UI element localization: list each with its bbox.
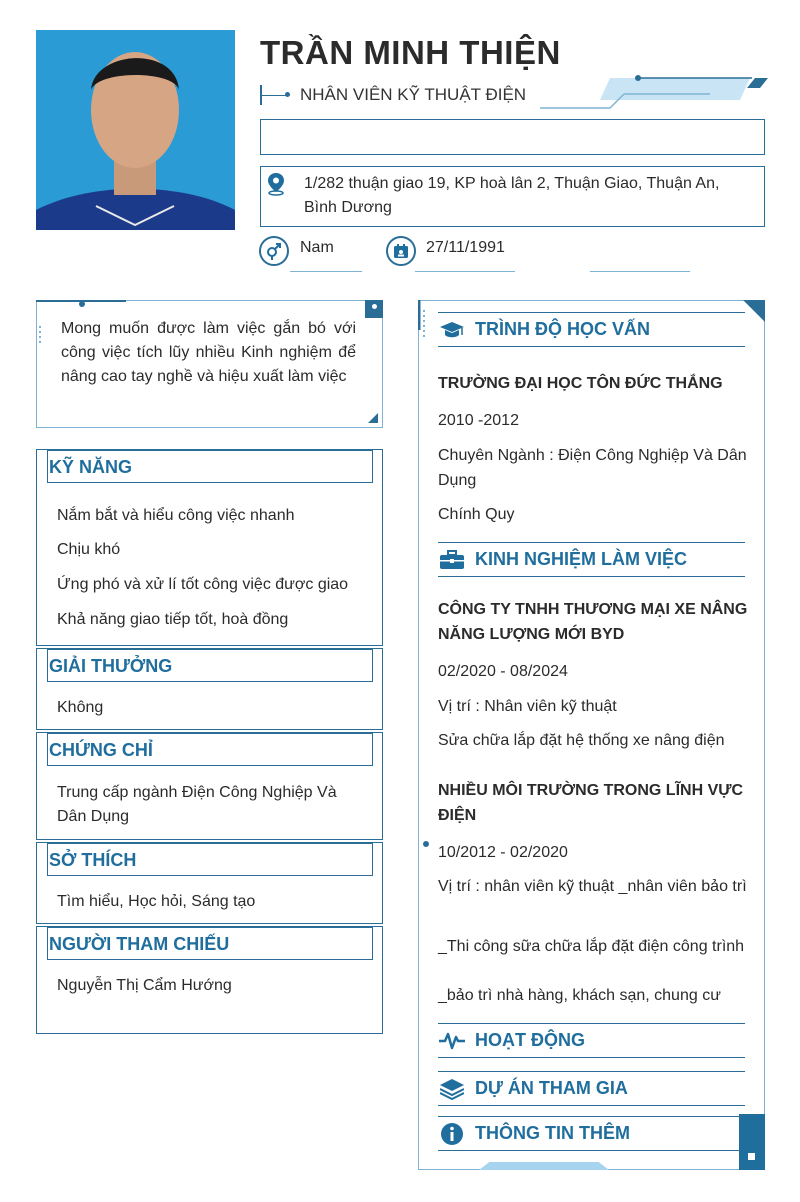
calendar-icon — [386, 236, 416, 266]
objective-text: Mong muốn được làm việc gắn bó với công việc tích lũy nhiều Kinh nghiệm để nâng cao tay nghề và hiệu xuất làm việc — [61, 320, 356, 385]
job-position: Vị trí : nhân viên kỹ thuật _nhân viên bảo trì — [438, 878, 747, 895]
education-heading: TRÌNH ĐỘ HỌC VẤN — [475, 319, 650, 339]
awards-heading: GIẢI THƯỞNG — [47, 649, 373, 682]
skill-item: Ứng phó và xử lí tốt công việc được giao — [57, 576, 349, 593]
side-dot-decoration — [423, 841, 429, 847]
certificates-heading: CHỨNG CHỈ — [47, 733, 373, 766]
job-title-row — [260, 85, 526, 105]
skills-heading: KỸ NĂNG — [47, 450, 373, 483]
skills-section — [36, 449, 383, 646]
skill-item: Chịu khó — [57, 541, 121, 558]
more-info-heading: THÔNG TIN THÊM — [475, 1123, 630, 1143]
job-description: _bảo trì nhà hàng, khách sạn, chung cư — [438, 987, 721, 1004]
projects-heading-row — [438, 1071, 745, 1106]
corner-decoration — [368, 413, 378, 423]
more-info-heading-row — [438, 1116, 745, 1151]
activities-heading-row — [438, 1023, 745, 1058]
skill-item: Khả năng giao tiếp tốt, hoà đồng — [57, 611, 289, 628]
references-section — [36, 926, 383, 1034]
corner-decoration — [365, 300, 383, 318]
bottom-bar-decoration — [479, 1162, 609, 1170]
job-description: Sửa chữa lắp đặt hệ thống xe nâng điện — [438, 732, 725, 749]
education-mode: Chính Quy — [438, 506, 515, 523]
right-column-border-decoration — [418, 300, 432, 380]
education-major: Chuyên Ngành : Điện Công Nghiệp Và Dân Dụng — [438, 447, 747, 489]
empty-info-box — [260, 119, 765, 155]
dob-underline — [415, 271, 515, 272]
activities-heading: HOẠT ĐỘNG — [475, 1030, 585, 1050]
hobbies-section — [36, 842, 383, 924]
job-period: 02/2020 - 08/2024 — [438, 663, 568, 680]
education-heading-row — [438, 312, 745, 347]
job-title: NHÂN VIÊN KỸ THUẬT ĐIỆN — [300, 85, 527, 104]
right-column — [418, 300, 765, 1170]
projects-heading: DỰ ÁN THAM GIA — [475, 1078, 628, 1098]
title-decoration — [260, 85, 290, 105]
info-icon — [438, 1122, 465, 1146]
skill-item: Nắm bắt và hiểu công việc nhanh — [57, 507, 295, 524]
graduation-cap-icon — [438, 320, 465, 340]
experience-heading-row — [438, 542, 745, 577]
job-period: 10/2012 - 02/2020 — [438, 844, 568, 861]
extra-underline — [590, 271, 690, 272]
hobbies-text: Tìm hiểu, Học hỏi, Sáng tạo — [57, 893, 256, 910]
gender-icon — [259, 236, 289, 266]
briefcase-icon — [438, 550, 465, 570]
activity-icon — [438, 1031, 465, 1051]
gender-value: Nam — [300, 239, 334, 256]
candidate-name: TRẦN MINH THIỆN — [260, 34, 561, 71]
certificates-text: Trung cấp ngành Điện Công Nghiệp Và Dân Dụng — [57, 784, 337, 825]
certificates-section — [36, 732, 383, 840]
references-text: Nguyễn Thị Cẩm Hướng — [57, 977, 232, 994]
address-text: 1/282 thuận giao 19, KP hoà lân 2, Thuận Giao, Thuận An, Bình Dương — [304, 175, 720, 216]
corner-decoration — [743, 300, 765, 322]
job-company: NHIỀU MÔI TRƯỜNG TRONG LĨNH VỰC ĐIỆN — [438, 782, 744, 824]
profile-photo — [36, 30, 235, 230]
education-period: 2010 -2012 — [438, 412, 519, 429]
career-objective-box — [36, 300, 383, 428]
references-heading: NGƯỜI THAM CHIẾU — [47, 927, 373, 960]
hobbies-heading: SỞ THÍCH — [47, 843, 373, 876]
gender-underline — [290, 271, 362, 272]
location-pin-icon — [266, 172, 286, 196]
header-circuit-decoration — [540, 72, 770, 112]
school-name: TRƯỜNG ĐẠI HỌC TÔN ĐỨC THẮNG — [438, 375, 723, 392]
layers-icon — [438, 1078, 465, 1100]
awards-text: Không — [57, 699, 104, 716]
awards-section — [36, 648, 383, 730]
job-company: CÔNG TY TNHH THƯƠNG MẠI XE NÂNG NĂNG LƯỢNG MỚI BYD — [438, 601, 748, 643]
job-description: _Thi công sữa chữa lắp đặt điện công trình — [438, 938, 745, 955]
job-position: Vị trí : Nhân viên kỹ thuật — [438, 698, 617, 715]
date-of-birth: 27/11/1991 — [426, 239, 505, 256]
experience-heading: KINH NGHIỆM LÀM VIỆC — [475, 549, 688, 569]
